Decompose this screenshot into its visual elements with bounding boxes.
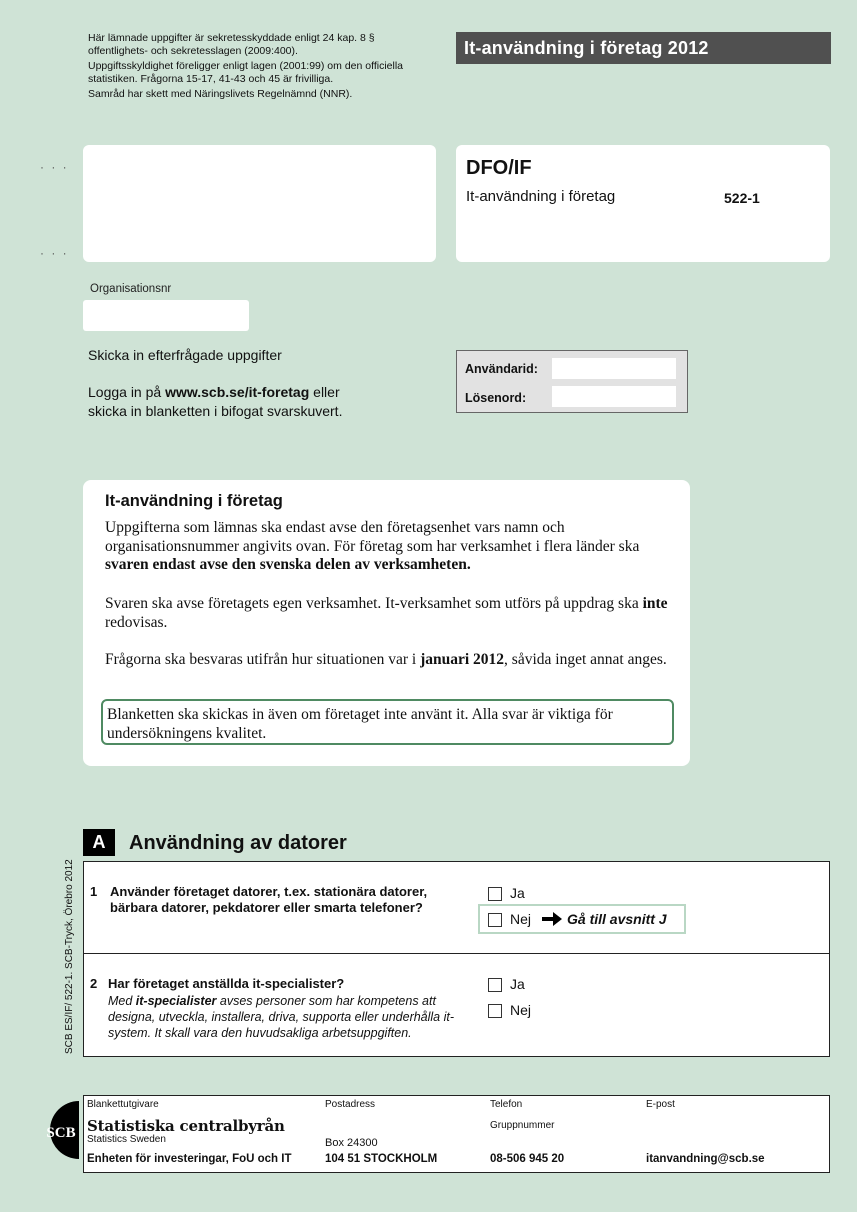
question-2-no-checkbox[interactable] <box>488 1004 502 1018</box>
address-city: 104 51 STOCKHOLM <box>325 1153 438 1165</box>
mail-instruction: skicka in blanketten i bifogat svarskuvert. <box>88 403 343 419</box>
org-number-label: Organisationsnr <box>90 283 172 295</box>
info-paragraph-2 <box>105 595 675 632</box>
submit-instructions <box>88 383 418 421</box>
info-note: Blanketten ska skickas in även om företaget inte använt it. Alla svar är viktiga för undersökningens kvalitet. <box>107 706 613 742</box>
info-p1-bold: svaren endast avse den svenska delen av verksamheten. <box>105 556 471 573</box>
user-id-field[interactable] <box>552 358 676 379</box>
address-box: Box 24300 <box>325 1137 378 1149</box>
question-1-yes-label: Ja <box>510 885 525 901</box>
info-p3-end: , såvida inget annat anges. <box>504 651 667 668</box>
form-code: DFO/IF <box>466 157 532 179</box>
info-p1-text: Uppgifterna som lämnas ska endast avse den företagsenhet vars namn och organisationsnummer angivits ovan. För företag som har verksamhet i flera länder ska <box>105 519 640 555</box>
info-p2-text: Svaren ska avse företagets egen verksamhet. It-verksamhet som utförs på uppdrag ska <box>105 595 643 612</box>
login-suffix: eller <box>309 384 340 400</box>
margin-dots: · · · <box>40 246 69 260</box>
phone-number: 08-506 945 20 <box>490 1153 565 1165</box>
question-2-desc-rest: avses personer som har kompetens att designa, utveckla, installera, driva, supporta eller underhålla it-system. It skall vara den huvudsakliga arbetsuppgiften. <box>108 994 455 1040</box>
question-1-number: 1 <box>90 884 98 899</box>
section-letter: A <box>83 829 115 856</box>
address-window <box>83 145 436 262</box>
issuer-label: Blankettutgivare <box>87 1099 159 1110</box>
info-title: It-användning i företag <box>105 492 283 510</box>
question-1-no-checkbox[interactable] <box>488 913 502 927</box>
question-2-desc-term: it-specialister <box>135 994 217 1008</box>
question-2-yes-checkbox[interactable] <box>488 978 502 992</box>
logo-text: SCB <box>46 1125 76 1141</box>
footer-box <box>83 1095 830 1173</box>
survey-title-bar: It-användning i företag 2012 <box>456 32 831 64</box>
form-number: 522-1 <box>724 190 760 206</box>
form-name: It-användning i företag <box>466 188 616 205</box>
print-reference: SCB ES/IF/ 522-1. SCB-Tryck, Örebro 2012 <box>64 859 75 1054</box>
form-id-box <box>456 145 830 262</box>
consultation-line: Samråd har skett med Näringslivets Regelnämnd (NNR). <box>88 88 353 100</box>
info-box <box>83 480 690 766</box>
email-label: E-post <box>646 1099 675 1110</box>
question-2-desc-prefix: Med <box>108 994 136 1008</box>
phone-group-label: Gruppnummer <box>490 1120 555 1131</box>
confidentiality-notice <box>88 32 408 104</box>
obligation-line: Uppgiftsskyldighet föreligger enligt lagen (2001:99) om den officiella statistiken. Frågorna 15-17, 41-43 och 45 är frivilliga. <box>88 60 403 85</box>
org-number-field[interactable] <box>83 300 249 331</box>
question-2-description <box>108 993 478 1041</box>
info-p2-bold: inte <box>642 595 668 612</box>
question-1-goto-text: Gå till avsnitt J <box>567 911 667 927</box>
login-url[interactable]: www.scb.se/it-foretag <box>165 384 310 400</box>
user-id-label: Användarid: <box>465 362 538 376</box>
info-p3-text: Frågorna ska besvaras utifrån hur situationen var i <box>105 651 421 668</box>
question-1-line-2: bärbara datorer, pekdatorer eller smarta telefoner? <box>110 900 423 915</box>
info-p3-bold: januari 2012 <box>420 651 505 668</box>
question-2-yes-label: Ja <box>510 976 525 992</box>
scb-logo-icon <box>41 1101 81 1159</box>
questions-box <box>83 861 830 1057</box>
info-paragraph-1 <box>105 519 675 575</box>
question-2-number: 2 <box>90 976 98 991</box>
question-1-no-label: Nej <box>510 911 532 927</box>
question-1-yes-checkbox[interactable] <box>488 887 502 901</box>
password-label: Lösenord: <box>465 391 527 405</box>
question-divider <box>84 953 829 954</box>
info-p2-end: redovisas. <box>105 613 168 631</box>
submit-heading: Skicka in efterfrågade uppgifter <box>88 347 282 363</box>
email-address[interactable]: itanvandning@scb.se <box>646 1153 765 1165</box>
question-2-no-label: Nej <box>510 1002 532 1018</box>
question-1-line-1: Använder företaget datorer, t.ex. stationära datorer, <box>110 884 428 899</box>
address-label: Postadress <box>325 1099 376 1110</box>
info-paragraph-3 <box>105 651 675 670</box>
org-name-en: Statistics Sweden <box>87 1134 166 1145</box>
phone-label: Telefon <box>490 1099 523 1110</box>
question-2-text: Har företaget anställda it-specialister? <box>108 976 345 991</box>
org-name: Statistiska centralbyrån <box>87 1117 285 1135</box>
arrow-right-icon <box>541 910 563 928</box>
login-prefix: Logga in på <box>88 384 166 400</box>
unit-name: Enheten för investeringar, FoU och IT <box>87 1153 292 1165</box>
section-title: Användning av datorer <box>129 832 347 854</box>
info-note-box <box>101 699 674 745</box>
credentials-box <box>456 350 688 413</box>
password-field[interactable] <box>552 386 676 407</box>
confidentiality-line: Här lämnade uppgifter är sekretesskyddade enligt 24 kap. 8 § offentlighets- och sekretesslagen (2009:400). <box>88 32 375 57</box>
question-1-text <box>110 884 427 916</box>
margin-dots: · · · <box>40 160 69 174</box>
